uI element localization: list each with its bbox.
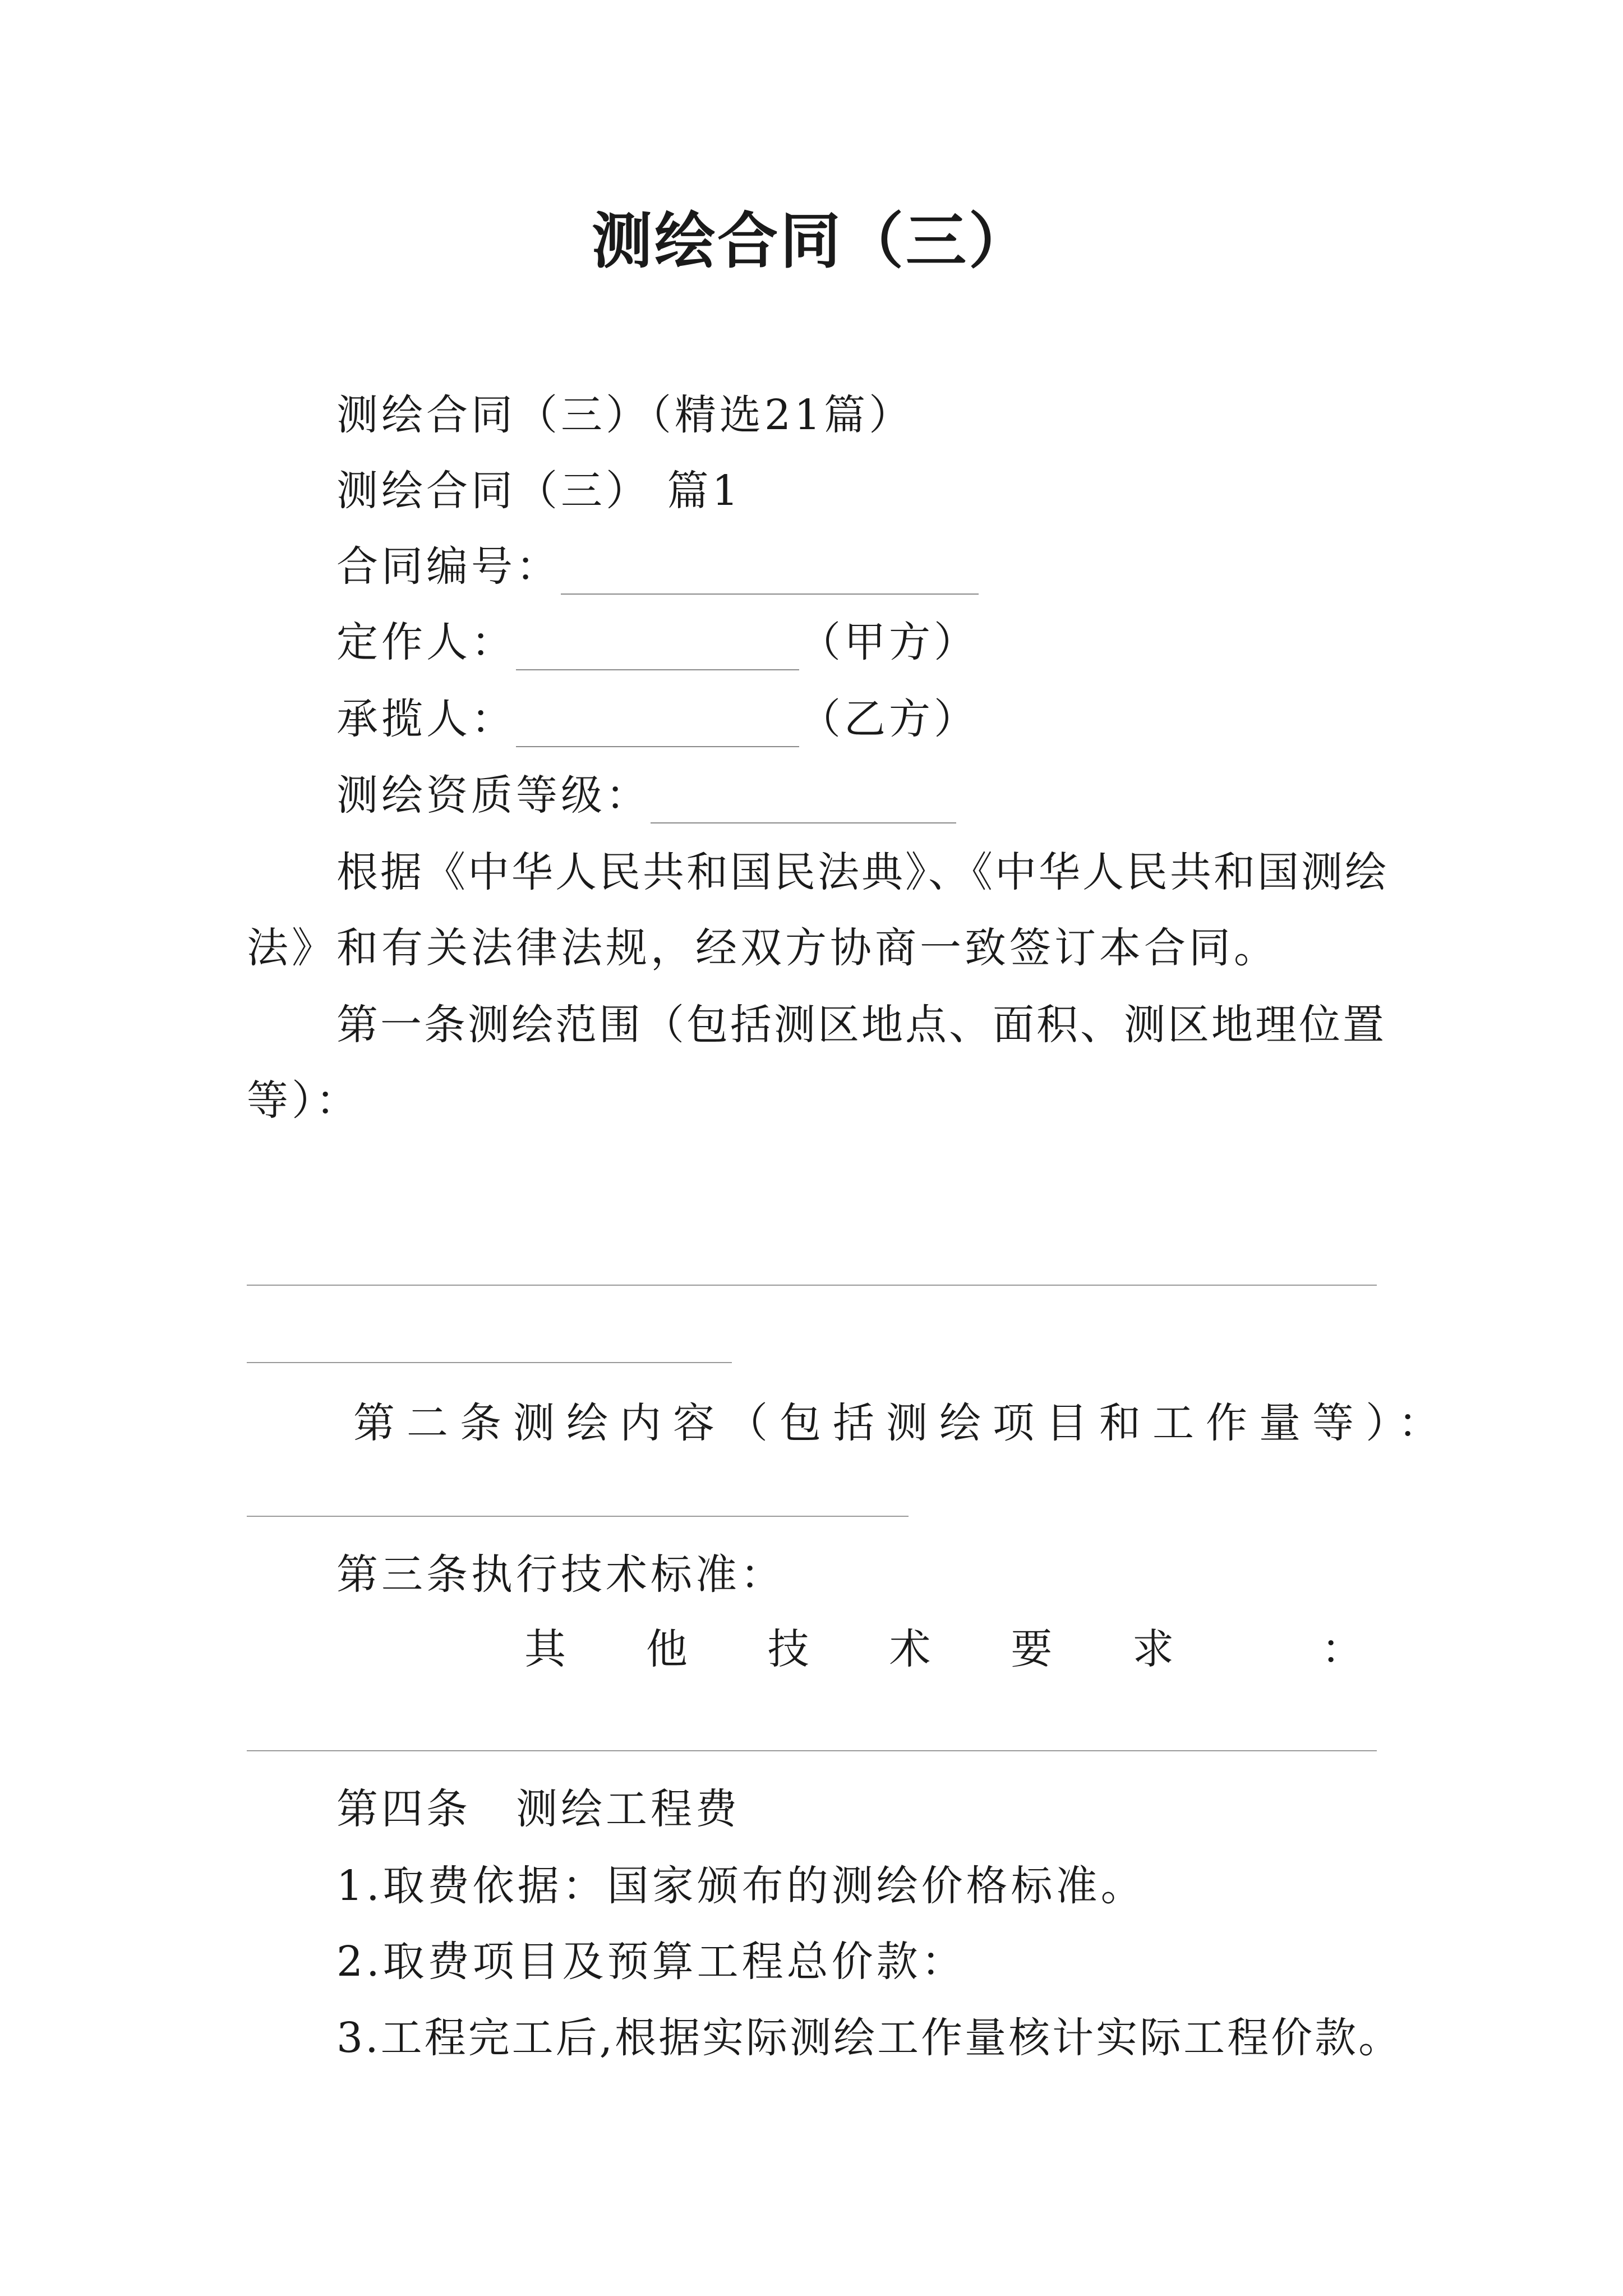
contract-no-label: 合同编号： bbox=[336, 542, 561, 591]
other-requirements-line bbox=[524, 1621, 1363, 1677]
article-1-blank-line-2[interactable] bbox=[247, 1362, 732, 1363]
contract-no-field bbox=[336, 539, 979, 595]
section-heading: 测绘合同（三） 篇1 bbox=[336, 467, 742, 515]
basis-line-1: 根据《中华人民共和国民法典》、《中华人民共和国测绘 bbox=[336, 848, 1389, 896]
article-1-line-1: 第一条测绘范围（包括测区地点、面积、测区地理位置 bbox=[336, 1001, 1386, 1049]
party-a-label: 定作人： bbox=[336, 618, 516, 666]
qualification-field bbox=[336, 767, 956, 823]
other-req-char: 要 bbox=[1011, 1625, 1053, 1673]
other-req-char: 术 bbox=[889, 1625, 931, 1673]
other-requirements-blank-line[interactable] bbox=[247, 1750, 1377, 1751]
other-req-char: 求 bbox=[1132, 1625, 1174, 1673]
article-2: 第二条测绘内容（包括测绘项目和工作量等）： bbox=[353, 1399, 1451, 1447]
article-4-item-1: 1.取费依据：国家颁布的测绘价格标准。 bbox=[336, 1862, 1146, 1910]
other-req-char: 其 bbox=[524, 1625, 566, 1673]
article-4-heading: 第四条 测绘工程费 bbox=[336, 1785, 740, 1833]
party-b-field bbox=[336, 691, 979, 747]
other-req-char: 他 bbox=[645, 1625, 688, 1673]
party-b-blank[interactable] bbox=[516, 701, 799, 747]
other-req-char: ： bbox=[1321, 1625, 1363, 1673]
party-a-field bbox=[336, 614, 979, 670]
party-b-suffix: （乙方） bbox=[799, 695, 979, 743]
party-b-label: 承揽人： bbox=[336, 695, 516, 743]
party-a-suffix: （甲方） bbox=[799, 618, 979, 666]
basis-line-2: 法》和有关法律法规，经双方协商一致签订本合同。 bbox=[247, 924, 1279, 972]
article-2-blank-line[interactable] bbox=[247, 1516, 909, 1517]
document-title: 测绘合同（三） bbox=[591, 206, 1031, 277]
party-a-blank[interactable] bbox=[516, 624, 799, 670]
article-4-item-2: 2.取费项目及预算工程总价款： bbox=[336, 1938, 966, 1986]
article-4-item-3: 3.工程完工后,根据实际测绘工作量核计实际工程价款。 bbox=[336, 2014, 1403, 2062]
article-3: 第三条执行技术标准： bbox=[336, 1550, 785, 1599]
qualification-label: 测绘资质等级： bbox=[336, 771, 651, 820]
contract-no-blank[interactable] bbox=[561, 549, 979, 595]
article-1-line-2: 等）： bbox=[247, 1076, 361, 1125]
subtitle: 测绘合同（三）（精选21篇） bbox=[336, 391, 914, 439]
article-1-blank-line-1[interactable] bbox=[247, 1285, 1377, 1286]
qualification-blank[interactable] bbox=[651, 777, 956, 823]
other-req-char: 技 bbox=[767, 1625, 809, 1673]
